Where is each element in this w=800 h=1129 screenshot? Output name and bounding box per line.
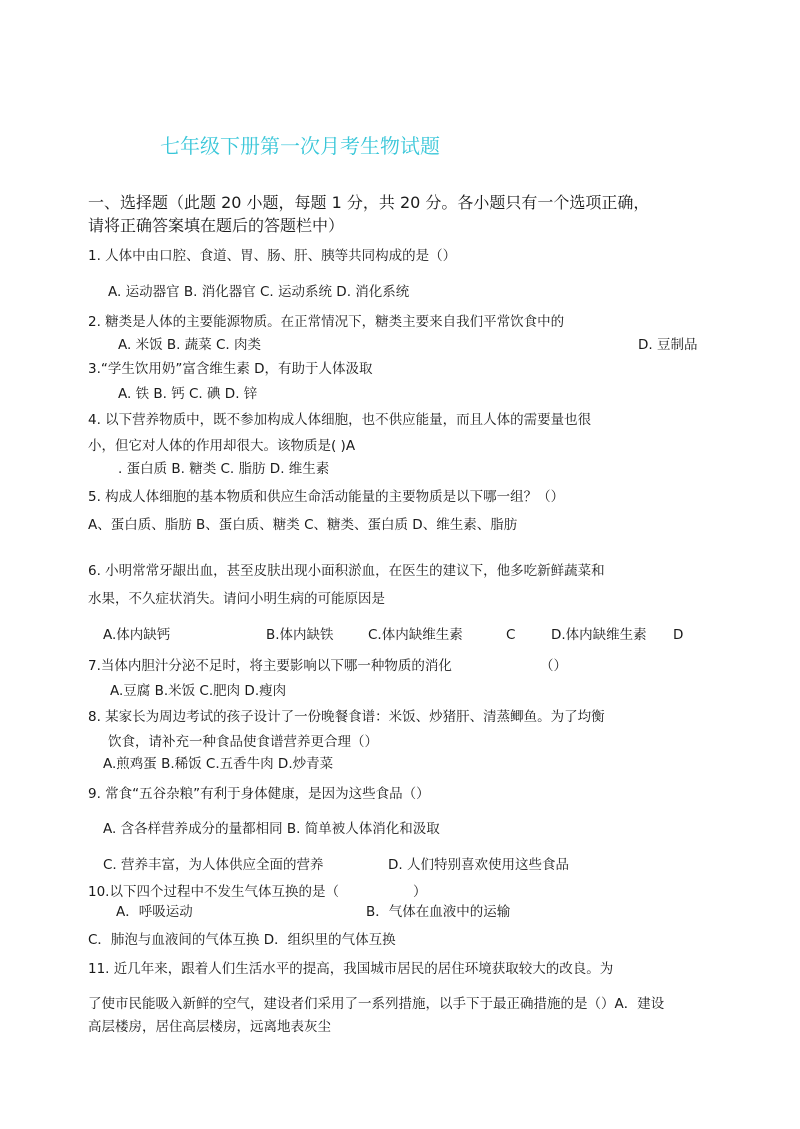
question-10-option-b: B．气体在血液中的运输 (366, 904, 511, 920)
question-2-options-left: A. 米饭 B. 蔬菜 C. 肉类 (118, 337, 262, 353)
question-11-stem-line-2: 了使市民能吸入新鲜的空气，建设者们采用了一系列措施，以手下于最正确措施的是（）A．建设 (88, 996, 665, 1012)
question-11-stem-line-3: 高层楼房，居住高层楼房，远离地表灰尘 (88, 1019, 331, 1035)
question-8-stem-line-2: 饮食，请补充一种食品使食谱营养更合理（） (108, 734, 378, 750)
question-4-stem-line-2: 小，但它对人体的作用却很大。该物质是( )A (88, 438, 356, 454)
question-9-options-ab: A. 含各样营养成分的量都相同 B. 简单被人体消化和汲取 (103, 821, 440, 837)
question-10-option-a: A．呼吸运动 (116, 904, 193, 920)
question-6-option-c: C.体内缺维生素 (368, 627, 463, 643)
question-6-stem-line-1: 6. 小明常常牙龈出血，甚至皮肤出现小面积淤血，在医生的建议下，他多吃新鲜蔬菜和 (88, 563, 605, 579)
page-title: 七年级下册第一次月考生物试题 (160, 134, 440, 158)
question-11-stem-line-1: 11. 近几年来，跟着人们生活水平的提高，我国城市居民的居住环境获取较大的改良。为 (88, 961, 614, 977)
question-5-stem: 5. 构成人体细胞的基本物质和供应生命活动能量的主要物质是以下哪一组？（） (88, 489, 565, 505)
question-3-stem: 3.“学生饮用奶”富含维生素 D，有助于人体汲取 (88, 361, 373, 377)
question-6-option-a: A.体内缺钙 (103, 627, 171, 643)
question-7-stem: 7.当体内胆汁分泌不足时，将主要影响以下哪一种物质的消化 (88, 658, 452, 674)
section-heading-line-2: 请将正确答案填在题后的答题栏中） (88, 216, 345, 235)
question-6-option-d: D.体内缺维生素 (551, 627, 647, 643)
question-10-stem: 10.以下四个过程中不发生气体互换的是（ (88, 884, 339, 900)
question-6-stem-line-2: 水果，不久症状消失。请问小明生病的可能原因是 (88, 591, 385, 607)
question-4-options: . 蛋白质 B. 糖类 C. 脂肪 D. 维生素 (118, 461, 330, 477)
question-8-options: A.煎鸡蛋 B.稀饭 C.五香牛肉 D.炒青菜 (103, 756, 334, 772)
question-6-option-b: B.体内缺铁 (266, 627, 334, 643)
question-2-option-d: D. 豆制品 (638, 337, 698, 353)
question-7-options: A.豆腐 B.米饭 C.肥肉 D.瘦肉 (110, 683, 287, 699)
question-8-stem-line-1: 8. 某家长为周边考试的孩子设计了一份晚餐食谱：米饭、炒猪肝、清蒸鲫鱼。为了均衡 (88, 709, 605, 725)
section-heading-line-1: 一、选择题（此题 20 小题，每题 1 分，共 20 分。各小题只有一个选项正确， (88, 193, 650, 212)
question-9-option-c: C. 营养丰富，为人体供应全面的营养 (103, 857, 324, 873)
question-1-stem: 1. 人体中由口腔、食道、胃、肠、肝、胰等共同构成的是（） (88, 248, 457, 264)
question-2-stem: 2. 糖类是人体的主要能源物质。在正常情况下，糖类主要来自我们平常饮食中的 (88, 314, 565, 330)
question-3-options: A. 铁 B. 钙 C. 碘 D. 锌 (118, 386, 258, 402)
question-10-options-cd: C．肺泡与血液间的气体互换 D．组织里的气体互换 (88, 932, 396, 948)
question-10-paren-close: ） (413, 884, 427, 900)
question-1-options: A. 运动器官 B. 消化器官 C. 运动系统 D. 消化系统 (108, 284, 410, 300)
question-9-option-d: D. 人们特别喜欢使用这些食品 (388, 857, 569, 873)
question-6-option-d-suffix: D (673, 627, 684, 643)
question-4-stem-line-1: 4. 以下营养物质中，既不参加构成人体细胞，也不供应能量，而且人体的需要量也很 (88, 412, 592, 428)
question-9-stem: 9. 常食“五谷杂粮”有利于身体健康，是因为这些食品（） (88, 786, 430, 802)
question-5-options: A、蛋白质、脂肪 B、蛋白质、糖类 C、糖类、蛋白质 D、维生素、脂肪 (88, 517, 518, 533)
question-6-option-c-suffix: C (506, 627, 516, 643)
question-7-answer-parens: （） (540, 658, 567, 674)
